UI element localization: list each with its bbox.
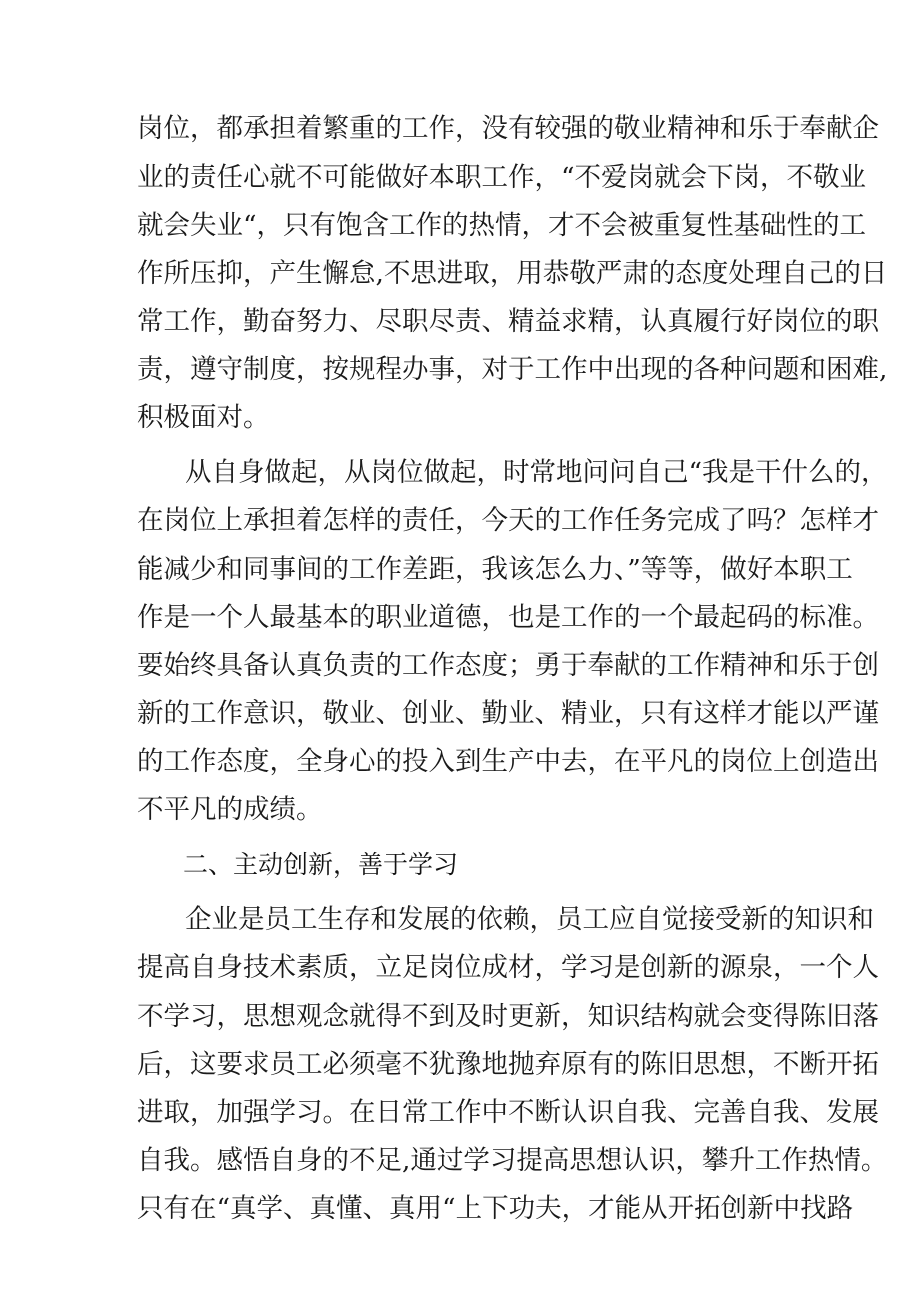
paragraph-line: 只有在“真学、真懂、真用“上下功夫，才能从开拓创新中找路	[137, 1193, 854, 1224]
paragraph-line: 要始终具备认真负责的工作态度；勇于奉献的工作精神和乐于创	[137, 650, 879, 681]
paragraph-line: 企业是员工生存和发展的依赖，员工应自觉接受新的知识和	[185, 904, 874, 935]
paragraph-line: 责，遵守制度，按规程办事，对于工作中出现的各种问题和困难,	[137, 354, 888, 385]
paragraph-line: 后，这要求员工必须毫不犹豫地抛弃原有的陈旧思想，不断开拓	[137, 1049, 879, 1080]
paragraph-line: 岗位，都承担着繁重的工作，没有较强的敬业精神和乐于奉献企	[137, 113, 879, 144]
paragraph-line: 就会失业“，只有饱含工作的热情，才不会被重复性基础性的工	[137, 210, 867, 241]
paragraph-line: 进取，加强学习。在日常工作中不断认识自我、完善自我、发展	[137, 1097, 879, 1128]
paragraph-line: 能减少和同事间的工作差距，我该怎么力、”等等，做好本职工	[137, 554, 853, 585]
paragraph-line: 的工作态度，全身心的投入到生产中去，在平凡的岗位上创造出	[137, 746, 879, 777]
paragraph-line: 提高自身技术素质，立足岗位成材，学习是创新的源泉，一个人	[137, 952, 879, 983]
paragraph-line: 作所压抑，产生懈怠,不思进取，用恭敬严肃的态度处理自己的日	[137, 258, 888, 289]
paragraph-line: 积极面对。	[137, 402, 270, 433]
paragraph-line: 在岗位上承担着怎样的责任，今天的工作任务完成了吗？怎样才	[137, 505, 879, 536]
section-heading: 二、主动创新，善于学习	[183, 850, 459, 879]
paragraph-line: 自我。感悟自身的不足,通过学习提高思想认识，攀升工作热情。	[137, 1145, 888, 1176]
paragraph-line: 常工作，勤奋努力、尽职尽责、精益求精，认真履行好岗位的职	[137, 306, 879, 337]
paragraph-line: 业的责任心就不可能做好本职工作，“不爱岗就会下岗，不敬业	[137, 162, 867, 193]
paragraph-line: 作是一个人最基本的职业道德，也是工作的一个最起码的标准。	[137, 602, 879, 633]
paragraph-line: 不平凡的成绩。	[137, 794, 323, 825]
paragraph-line: 从自身做起，从岗位做起，时常地问问自己“我是干什么的，	[185, 457, 888, 488]
paragraph-line: 新的工作意识，敬业、创业、勤业、精业，只有这样才能以严谨	[137, 698, 879, 729]
paragraph-line: 不学习，思想观念就得不到及时更新，知识结构就会变得陈旧落	[137, 1001, 879, 1032]
